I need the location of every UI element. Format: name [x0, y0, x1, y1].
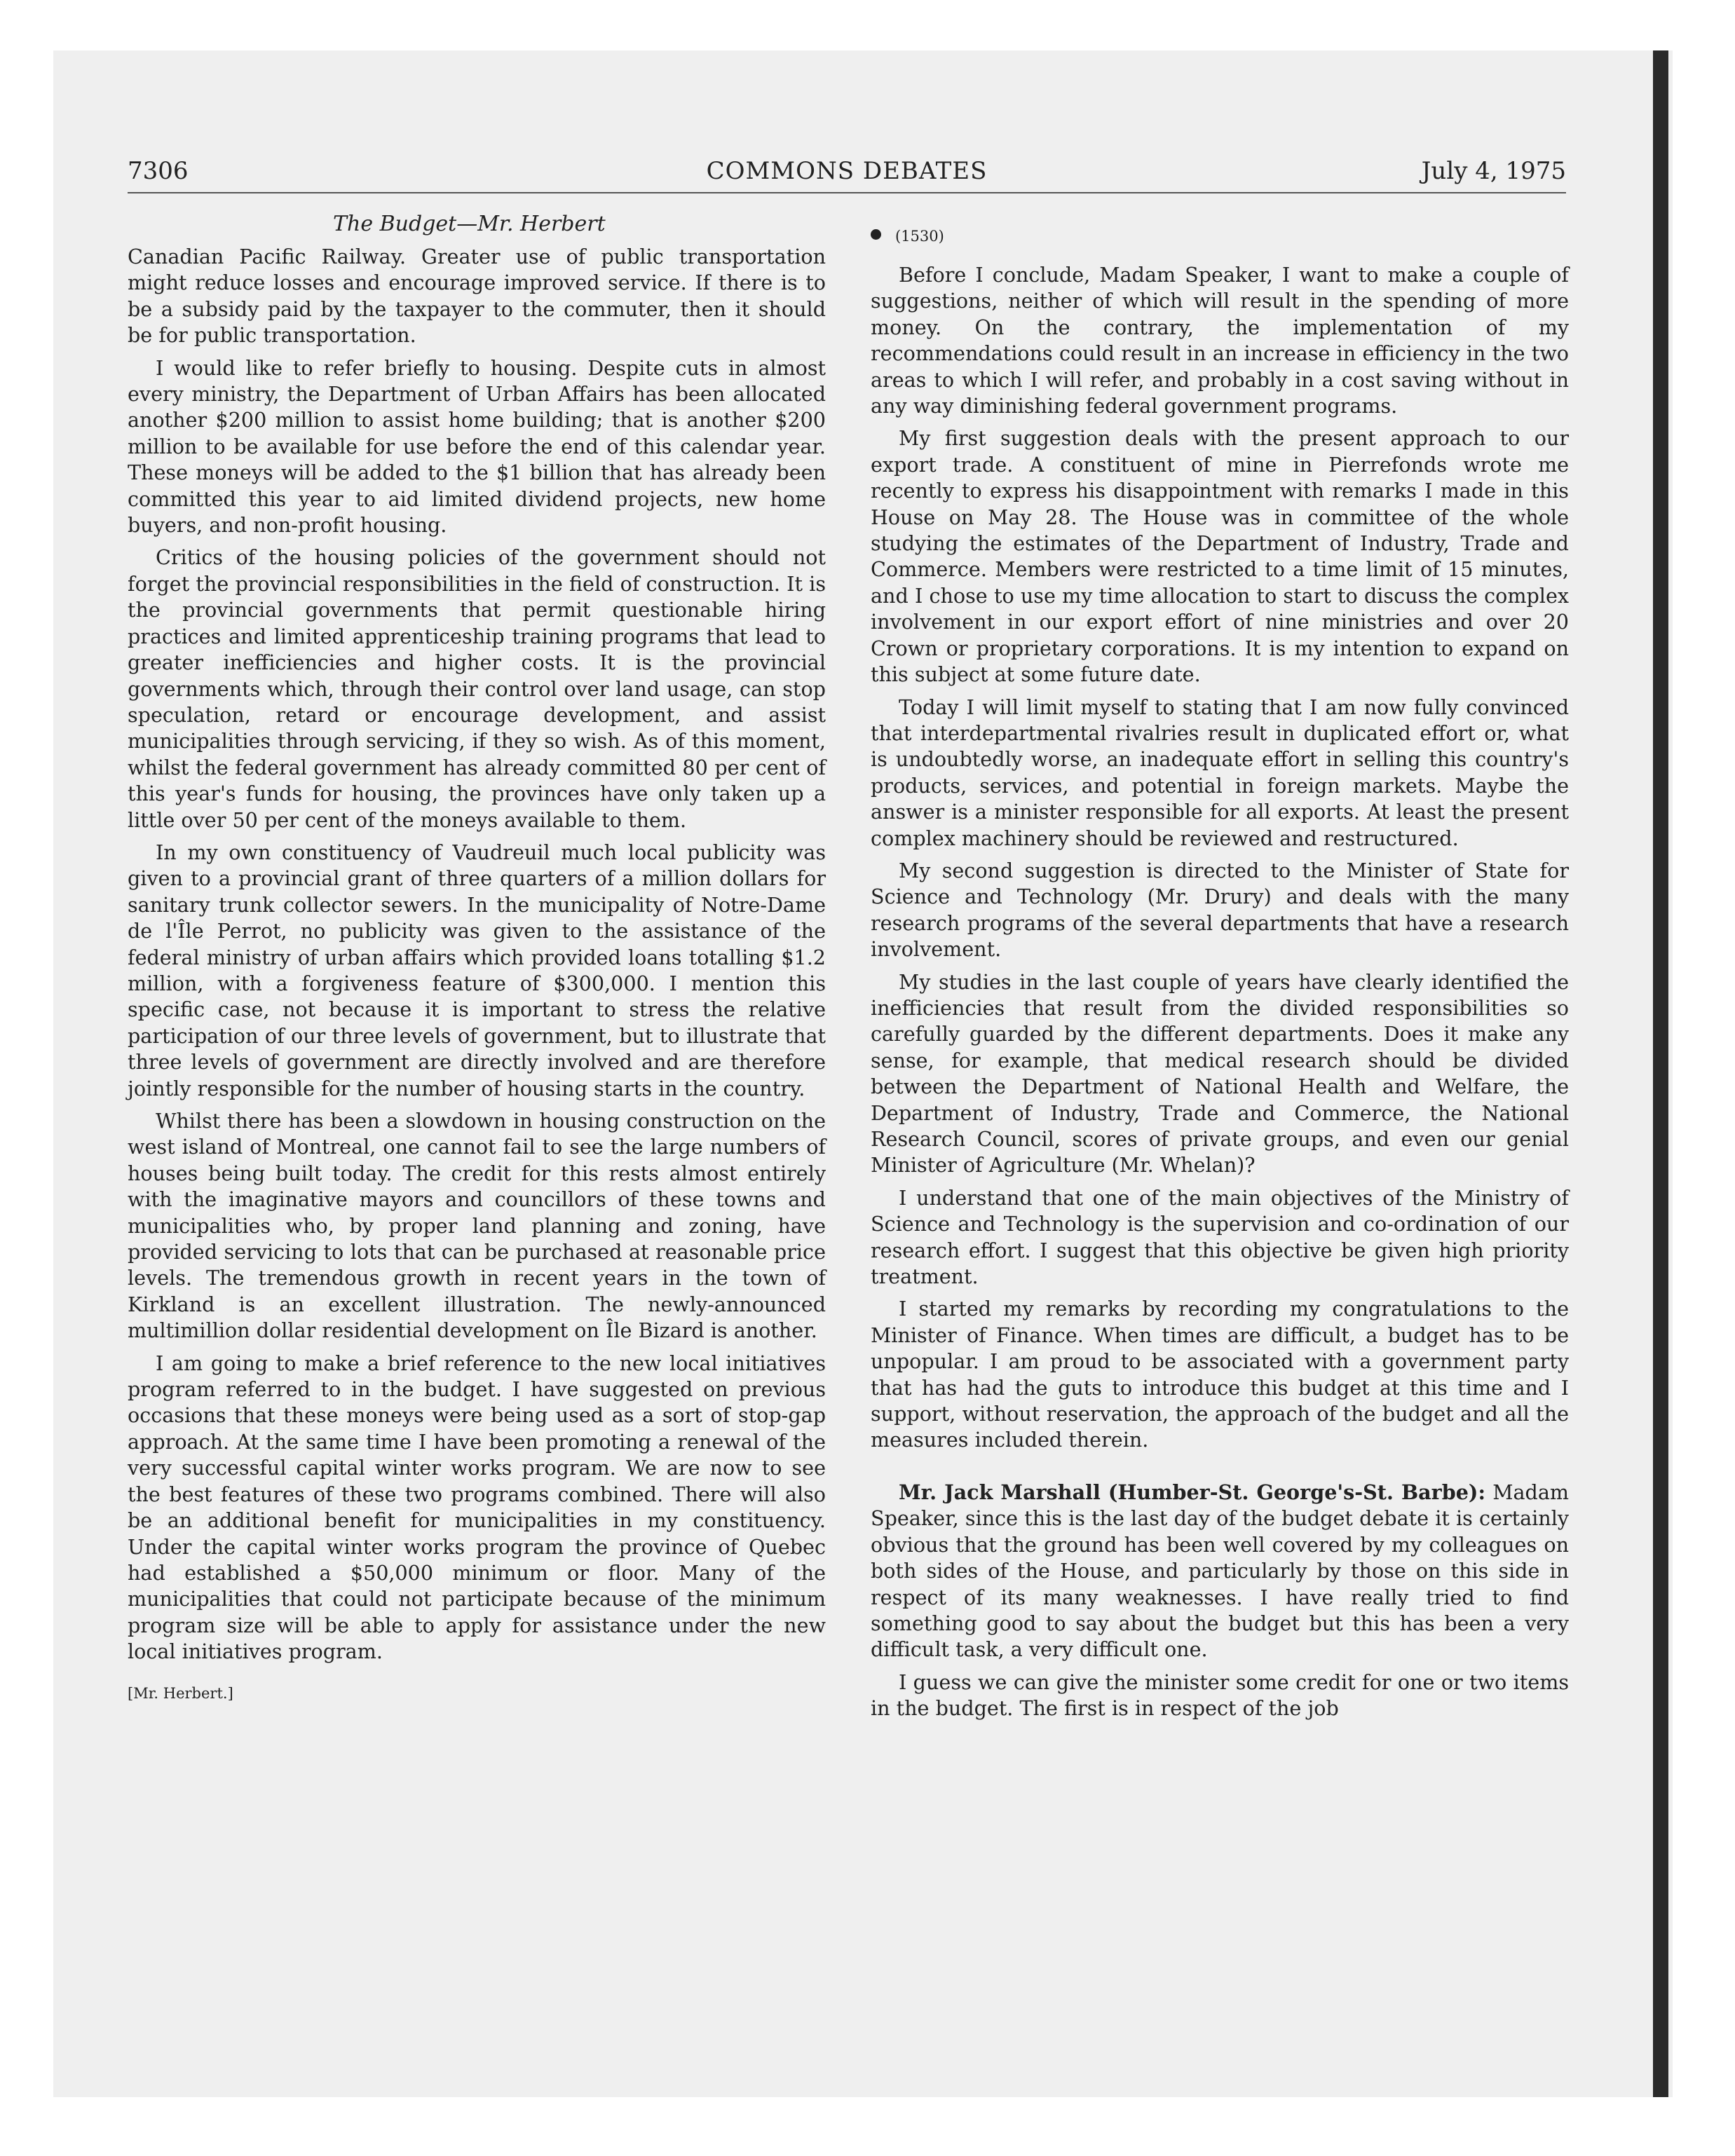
paragraph: I am going to make a brief reference to the new local initiatives program referred to in the budget. I have suggested on previous occasions that these moneys were being used as a sort of stop-gap approach. At the same time I have been promoting a renewal of the very successful capital winter works program. We are now to see the best features of these two programs combined. There will also be an additional benefit for municipalities in my constituency. Under the capital winter works program the province of Quebec had established a $50,000 minimum or floor. Many of the municipalities that could not participate because of the minimum program size will be able to apply for assistance under the new local initiatives program.: [128, 1351, 826, 1664]
document-page: [128, 156, 1570, 2048]
speaker-paragraph: [871, 1480, 1569, 1663]
time-marker: [871, 226, 1569, 247]
paragraph: Canadian Pacific Railway. Greater use of public transportation might reduce losses and encourage improved service. If there is to be a subsidy paid by the taxpayer to the commuter, then it should be for public transportation.: [128, 245, 826, 348]
speaker-attribution: [Mr. Herbert.]: [128, 1684, 233, 1702]
paragraph: My second suggestion is directed to the Minister of State for Science and Technology (Mr. Drury) and deals with the many research programs of the several departments that have a research involvement.: [871, 858, 1569, 962]
paragraph: Critics of the housing policies of the government should not forget the provincial responsibilities in the field of construction. It is the provincial governments that permit questionable hiring practices and limited apprenticeship training programs that lead to greater inefficiencies and higher costs. It is the provincial governments which, through their control over land usage, can stop speculation, retard or encourage development, and assist municipalities through servicing, if they so wish. As of this moment, whilst the federal government has already committed 80 per cent of this year's funds for housing, the provinces have only taken up a little over 50 per cent of the moneys available to them.: [128, 545, 826, 832]
paragraph: My first suggestion deals with the present approach to our export trade. A constituent of mine in Pierrefonds wrote me recently to express his disappointment with remarks I made in this House on May 28. The House was in committee of the whole studying the estimates of the Department of Industry, Trade and Commerce. Members were restricted to a time limit of 15 minutes, and I chose to use my time allocation to start to discuss the complex involvement in our export effort of nine ministries and over 20 Crown or proprietary corporations. It is my intention to expand on this subject at some future date.: [871, 426, 1569, 687]
paragraph: Before I conclude, Madam Speaker, I want to make a couple of suggestions, neither of which will result in the spending of more money. On the contrary, the implementation of my recommendations could result in an increase in efficiency in the two areas to which I will refer, and probably in a cost saving without in any way diminishing federal government programs.: [871, 263, 1569, 418]
speaker-name: Mr. Jack Marshall (Humber-St. George's-St. Barbe):: [899, 1480, 1486, 1504]
page-header: [128, 156, 1566, 193]
page-number: 7306: [128, 157, 189, 185]
paragraph: I guess we can give the minister some credit for one or two items in the budget. The first is in respect of the job: [871, 1670, 1569, 1721]
speaker-text: Madam Speaker, since this is the last day of the budget debate it is certainly obvious that the ground has been well covered by my colleagues on both sides of the House, and particularly by those on this side in respect of its many weaknesses. I have really tried to find something good to say about the budget but this has been a very difficult task, a very difficult one.: [871, 1480, 1570, 1662]
time-marker-text: (1530): [895, 228, 944, 245]
paragraph: I would like to refer briefly to housing. Despite cuts in almost every ministry, the Department of Urban Affairs has been allocated another $200 million to assist home building; that is another $200 million to be available for use before the end of this calendar year. These moneys will be added to the $1 billion that has already been committed this year to aid limited dividend projects, new home buyers, and non-profit housing.: [128, 355, 826, 538]
left-column: [128, 210, 826, 1707]
running-head: The Budget—Mr. Herbert: [333, 212, 606, 236]
paragraph: Whilst there has been a slowdown in housing construction on the west island of Montreal, one cannot fail to see the large numbers of houses being built today. The credit for this rests almost entirely with the imaginative mayors and councillors of these towns and municipalities who, by proper land planning and zoning, have provided servicing to lots that can be purchased at reasonable price levels. The tremendous growth in recent years in the town of Kirkland is an excellent illustration. The newly-announced multimillion dollar residential development on Île Bizard is another.: [128, 1109, 826, 1343]
paragraph: My studies in the last couple of years have clearly identified the inefficiencies that result from the divided responsibilities so carefully guarded by the different departments. Does it make any sense, for example, that medical research should be divided between the Department of National Health and Welfare, the Department of Industry, Trade and Commerce, the National Research Council, scores of private groups, and even our genial Minister of Agriculture (Mr. Whelan)?: [871, 969, 1569, 1178]
paragraph: I started my remarks by recording my congratulations to the Minister of Finance. When times are difficult, a budget has to be unpopular. I am proud to be associated with a government party that has had the guts to introduce this budget at this time and I support, without reservation, the approach of the budget and all the measures included therein.: [871, 1297, 1569, 1452]
paragraph: Today I will limit myself to stating that I am now fully convinced that interdepartmental rivalries result in duplicated effort or, what is undoubtedly worse, an inadequate effort in selling this country's products, services, and potential in foreign markets. Maybe the answer is a minister responsible for all exports. At least the present complex machinery should be reviewed and restructured.: [871, 695, 1569, 850]
publication-title: COMMONS DEBATES: [706, 157, 988, 185]
paragraph: I understand that one of the main objectives of the Ministry of Science and Technology is the supervision and co-ordination of our research effort. I suggest that this objective be given high priority treatment.: [871, 1185, 1569, 1289]
scan-edge: [1653, 50, 1668, 2097]
spacer: [871, 1460, 1569, 1480]
paragraph: In my own constituency of Vaudreuil much local publicity was given to a provincial grant of three quarters of a million dollars for sanitary trunk collector sewers. In the municipality of Notre-Dame de l'Île Perrot, no publicity was given to the assistance of the federal ministry of urban affairs which provided loans totalling $1.2 million, with a forgiveness feature of $300,000. I mention this specific case, not because it is important to stress the relative participation of our three levels of government, but to illustrate that three levels of government are directly involved and are therefore jointly responsible for the number of housing starts in the country.: [128, 840, 826, 1100]
page-date: July 4, 1975: [1421, 157, 1566, 185]
bullet-icon: [871, 229, 881, 240]
right-column: [871, 210, 1569, 1728]
